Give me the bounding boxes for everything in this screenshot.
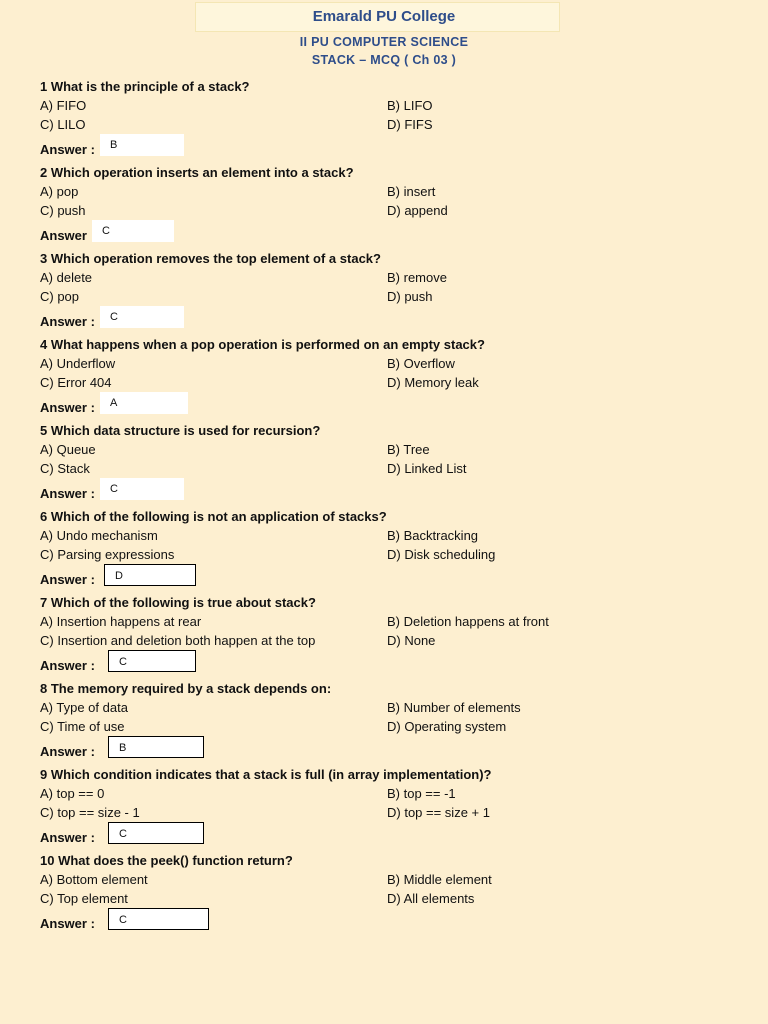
answer-label: Answer bbox=[40, 228, 87, 243]
question-title: 8 The memory required by a stack depends on: bbox=[40, 681, 332, 696]
option-b: B) Backtracking bbox=[387, 528, 479, 543]
option-d: D) Disk scheduling bbox=[387, 547, 496, 562]
answer-label: Answer : bbox=[40, 142, 95, 157]
option-b: B) Number of elements bbox=[387, 700, 521, 715]
question-title: 6 Which of the following is not an application of stacks? bbox=[40, 509, 387, 524]
option-c: C) Parsing expressions bbox=[40, 547, 175, 562]
option-b: B) LIFO bbox=[387, 98, 433, 113]
option-a: A) top == 0 bbox=[40, 786, 105, 801]
question-title: 4 What happens when a pop operation is performed on an empty stack? bbox=[40, 337, 485, 352]
option-c: C) LILO bbox=[40, 117, 86, 132]
option-c: C) pop bbox=[40, 289, 80, 304]
answer-label: Answer : bbox=[40, 658, 95, 673]
option-c: C) push bbox=[40, 203, 86, 218]
option-b: B) top == -1 bbox=[387, 786, 456, 801]
option-b: B) Middle element bbox=[387, 872, 492, 887]
option-b: B) Deletion happens at front bbox=[387, 614, 549, 629]
answer-field[interactable]: A bbox=[100, 392, 188, 414]
option-a: A) Bottom element bbox=[40, 872, 148, 887]
answer-label: Answer : bbox=[40, 400, 95, 415]
option-d: D) Operating system bbox=[387, 719, 507, 734]
option-d: D) push bbox=[387, 289, 433, 304]
option-d: D) Memory leak bbox=[387, 375, 479, 390]
option-a: A) Insertion happens at rear bbox=[40, 614, 202, 629]
course-title: II PU COMPUTER SCIENCE bbox=[299, 35, 469, 49]
option-c: C) Top element bbox=[40, 891, 128, 906]
option-c: C) top == size - 1 bbox=[40, 805, 140, 820]
question-title: 3 Which operation removes the top element of a stack? bbox=[40, 251, 381, 266]
option-b: B) remove bbox=[387, 270, 447, 285]
answer-label: Answer : bbox=[40, 916, 95, 931]
option-c: C) Time of use bbox=[40, 719, 125, 734]
option-b: B) Overflow bbox=[387, 356, 455, 371]
option-c: C) Error 404 bbox=[40, 375, 112, 390]
question-title: 1 What is the principle of a stack? bbox=[40, 79, 250, 94]
option-d: D) append bbox=[387, 203, 448, 218]
option-a: A) Underflow bbox=[40, 356, 116, 371]
answer-field[interactable]: C bbox=[108, 822, 204, 844]
option-c: C) Stack bbox=[40, 461, 90, 476]
option-a: A) delete bbox=[40, 270, 93, 285]
answer-field[interactable]: C bbox=[100, 478, 184, 500]
answer-field[interactable]: B bbox=[108, 736, 204, 758]
answer-field[interactable]: C bbox=[108, 908, 209, 930]
option-b: B) Tree bbox=[387, 442, 430, 457]
answer-label: Answer : bbox=[40, 830, 95, 845]
answer-label: Answer : bbox=[40, 314, 95, 329]
question-title: 5 Which data structure is used for recursion? bbox=[40, 423, 321, 438]
question-title: 9 Which condition indicates that a stack is full (in array implementation)? bbox=[40, 767, 492, 782]
answer-label: Answer : bbox=[40, 744, 95, 759]
option-a: A) pop bbox=[40, 184, 79, 199]
chapter-title: STACK – MCQ ( Ch 03 ) bbox=[311, 53, 457, 67]
answer-field[interactable]: C bbox=[108, 650, 196, 672]
option-b: B) insert bbox=[387, 184, 436, 199]
option-a: A) FIFO bbox=[40, 98, 87, 113]
answer-field[interactable]: C bbox=[92, 220, 174, 242]
answer-field[interactable]: B bbox=[100, 134, 184, 156]
option-d: D) Linked List bbox=[387, 461, 467, 476]
answer-label: Answer : bbox=[40, 572, 95, 587]
option-d: D) FIFS bbox=[387, 117, 433, 132]
answer-field[interactable]: C bbox=[100, 306, 184, 328]
answer-label: Answer : bbox=[40, 486, 95, 501]
option-a: A) Type of data bbox=[40, 700, 128, 715]
question-title: 10 What does the peek() function return? bbox=[40, 853, 293, 868]
question-title: 2 Which operation inserts an element into a stack? bbox=[40, 165, 354, 180]
option-a: A) Undo mechanism bbox=[40, 528, 158, 543]
option-d: D) top == size + 1 bbox=[387, 805, 490, 820]
question-title: 7 Which of the following is true about stack? bbox=[40, 595, 316, 610]
answer-field[interactable]: D bbox=[104, 564, 196, 586]
college-name: Emarald PU College bbox=[312, 8, 456, 25]
option-d: D) None bbox=[387, 633, 436, 648]
option-a: A) Queue bbox=[40, 442, 96, 457]
option-d: D) All elements bbox=[387, 891, 475, 906]
option-c: C) Insertion and deletion both happen at the top bbox=[40, 633, 316, 648]
